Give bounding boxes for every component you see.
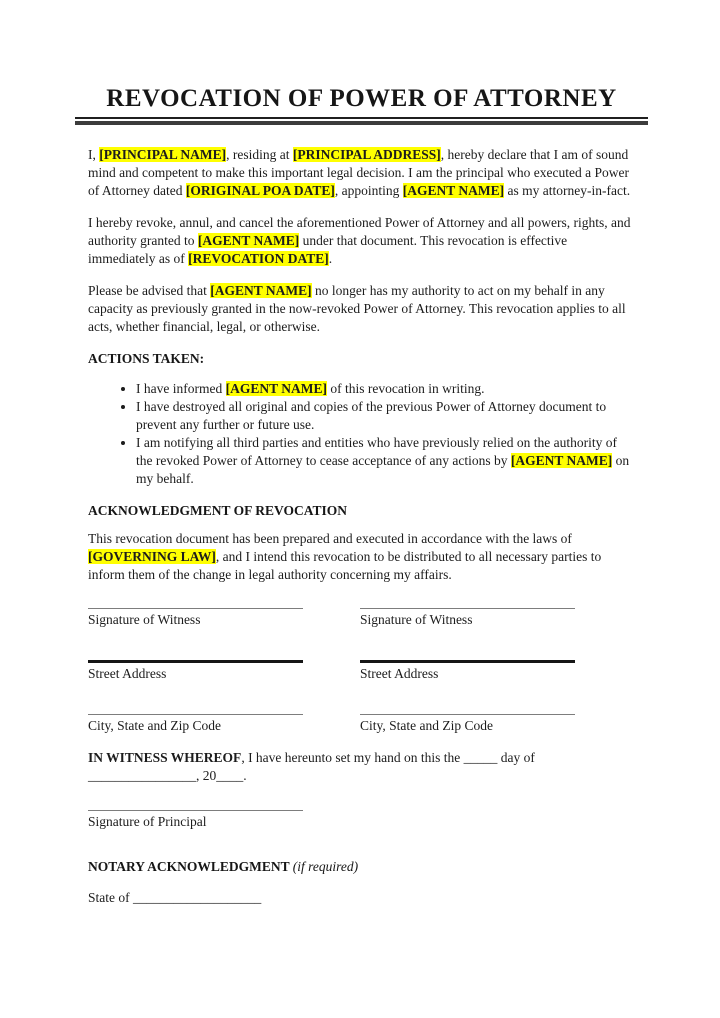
page-title: REVOCATION OF POWER OF ATTORNEY [106,85,617,112]
actions-list [88,380,633,488]
city-state-zip-label: City, State and Zip Code [360,718,493,733]
actions-heading: ACTIONS TAKEN: [88,351,205,366]
list-item: • I have destroyed all original and copies of the previous Power of Attorney document to prevent any further or future use. [136,398,633,434]
city-state-zip-field [360,714,575,735]
city-state-zip-row [88,714,633,735]
city-state-zip-label: City, State and Zip Code [88,718,221,733]
street-address-label: Street Address [360,666,439,681]
street-address-row [88,660,633,683]
notary-heading [88,858,633,876]
street-address-field [360,660,575,683]
witness-signature-grid [88,608,633,735]
notary-qualifier: (if required) [292,859,359,874]
title-block [75,84,648,125]
document-content [88,84,633,907]
title-divider [75,117,648,125]
state-of-line: State of ___________________ [88,890,262,905]
intro-paragraph: I, [PRINCIPAL NAME], residing at [PRINCIPAL ADDRESS], hereby declare that I am of sound mind and competent to make this important legal decision. I am the principal who executed a Power of Attorney dated [ORIGINAL POA DATE], appointing [AGENT NAME] as my attorney-in-fact. [88,147,631,198]
revocation-paragraph: I hereby revoke, annul, and cancel the aforementioned Power of Attorney and all powers, rights, and authority granted to [AGENT NAME] under that document. This revocation is effective immediately as of [REVOCATION DATE]. [88,215,631,266]
principal-signature-label: Signature of Principal [88,814,207,829]
signature-label: Signature of Witness [360,612,473,627]
street-address-field [88,660,303,683]
signature-field [360,608,575,629]
city-state-zip-field [88,714,303,735]
list-item: • I have informed [AGENT NAME] of this revocation in writing. [136,380,633,398]
signature-row [88,608,633,629]
principal-signature-block [88,810,303,831]
list-item: • I am notifying all third parties and entities who have previously relied on the authority of the revoked Power of Attorney to cease acceptance of any actions by [AGENT NAME] on my behalf. [136,434,633,488]
witness-clause: IN WITNESS WHEREOF, I have hereunto set my hand on this the _____ day of ________________, 20____. [88,750,535,783]
signature-field [88,608,303,629]
street-address-label: Street Address [88,666,167,681]
acknowledgment-heading: ACKNOWLEDGMENT OF REVOCATION [88,503,347,518]
acknowledgment-paragraph: This revocation document has been prepared and executed in accordance with the laws of [GOVERNING LAW], and I intend this revocation to be distributed to all necessary parties to inform them of the change in legal authority concerning my affairs. [88,531,602,582]
signature-label: Signature of Witness [88,612,201,627]
notary-heading-text: NOTARY ACKNOWLEDGMENT [88,859,290,874]
notice-paragraph: Please be advised that [AGENT NAME] no longer has my authority to act on my behalf in any capacity as previously granted in the now-revoked Power of Attorney. This revocation applies to all acts, whether financial, legal, or otherwise. [88,283,626,334]
